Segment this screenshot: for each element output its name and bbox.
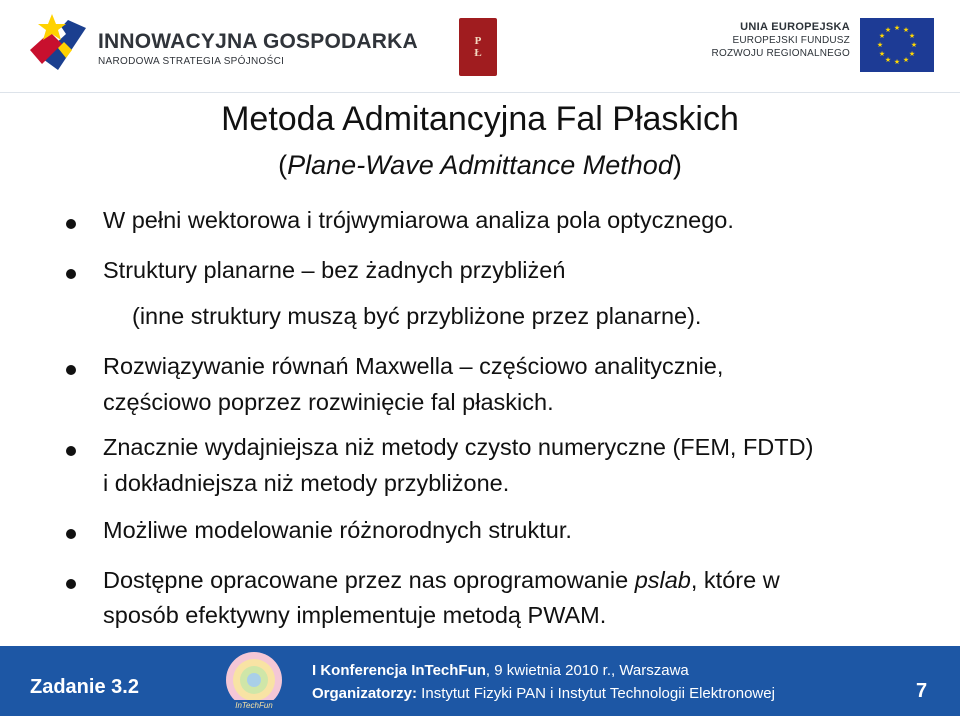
bullet-2-line-1: Struktury planarne – bez żadnych przybliżeń xyxy=(103,257,566,283)
bullet-dot xyxy=(66,446,76,456)
conf-date-place: , 9 kwietnia 2010 r., Warszawa xyxy=(485,662,689,679)
intechfun-logo-text: InTechFun xyxy=(235,701,273,710)
svg-text:★: ★ xyxy=(884,56,892,64)
conf-name: I Konferencja InTechFun xyxy=(312,662,486,679)
svg-text:★: ★ xyxy=(908,50,916,58)
bullet-4-line-1: Znacznie wydajniejsza niż metody czysto numeryczne (FEM, FDTD) xyxy=(103,434,814,460)
slide-title: Metoda Admitancyjna Fal Płaskich xyxy=(221,100,739,138)
svg-text:★: ★ xyxy=(878,50,886,58)
subtitle-close-paren: ) xyxy=(672,150,682,180)
software-name-pslab: pslab xyxy=(634,567,691,593)
bullet-4-line-2: i dokładniejsza niż metody przybliżone. xyxy=(103,470,510,496)
innowacyjna-gospodarka-logo xyxy=(28,14,418,76)
subtitle-italic: Plane-Wave Admittance Method xyxy=(287,150,673,180)
svg-text:★: ★ xyxy=(902,26,910,34)
pl-logo-letter-2: Ł xyxy=(474,47,482,59)
bullet-6-text-a: Dostępne opracowane przez nas oprogramowanie xyxy=(103,567,635,593)
footer-task-label: Zadanie 3.2 xyxy=(30,676,139,698)
subtitle-open-paren: ( xyxy=(278,150,288,180)
footer-conference xyxy=(312,662,689,679)
svg-text:★: ★ xyxy=(908,32,916,40)
svg-text:★: ★ xyxy=(893,24,901,32)
footer-bar xyxy=(0,646,960,716)
eu-fund-text xyxy=(688,20,850,60)
politechnika-lodzka-logo xyxy=(459,18,497,76)
svg-text:★: ★ xyxy=(878,32,886,40)
eu-line-2: EUROPEJSKI FUNDUSZ xyxy=(732,35,850,46)
svg-text:★: ★ xyxy=(893,58,901,66)
pl-logo-letter-1: P xyxy=(474,35,482,47)
eu-line-3: ROZWOJU REGIONALNEGO xyxy=(711,48,850,59)
bullet-dot xyxy=(66,529,76,539)
svg-text:★: ★ xyxy=(876,41,884,49)
svg-text:★: ★ xyxy=(884,26,892,34)
svg-text:★: ★ xyxy=(902,56,910,64)
bullet-dot xyxy=(66,365,76,375)
eu-line-1: UNIA EUROPEJSKA xyxy=(740,21,850,33)
bullet-6-line-2: sposób efektywny implementuje metodą PWAM. xyxy=(103,602,607,628)
organizers-names: Instytut Fizyki PAN i Instytut Technologii Elektronowej xyxy=(417,685,775,702)
eu-flag-icon xyxy=(860,18,934,72)
ig-flag-icon xyxy=(28,14,92,76)
header-logo-band xyxy=(0,0,960,93)
slide-subtitle xyxy=(0,150,960,181)
bullet-5-line-1: Możliwe modelowanie różnorodnych struktur. xyxy=(103,517,572,543)
bullet-dot xyxy=(66,579,76,589)
ig-subtitle-text: NARODOWA STRATEGIA SPÓJNOŚCI xyxy=(98,56,285,67)
organizers-label: Organizatorzy: xyxy=(312,685,418,702)
bullet-2-line-2: (inne struktury muszą być przybliżone przez planarne). xyxy=(132,303,702,329)
page-number: 7 xyxy=(916,680,928,702)
svg-text:★: ★ xyxy=(910,41,918,49)
bullet-3-line-1: Rozwiązywanie równań Maxwella – częściowo analitycznie, xyxy=(103,353,724,379)
bullet-dot xyxy=(66,269,76,279)
bullet-dot xyxy=(66,219,76,229)
ig-title-text: INNOWACYJNA GOSPODARKA xyxy=(98,30,418,53)
bullet-1-line-1: W pełni wektorowa i trójwymiarowa analiza pola optycznego. xyxy=(103,207,734,233)
footer-organizers xyxy=(312,685,775,702)
bullet-6-text-b: , które w xyxy=(690,567,780,593)
bullet-3-line-2: częściowo poprzez rozwinięcie fal płaskich. xyxy=(103,389,554,415)
bullet-6-line-1 xyxy=(103,567,780,594)
